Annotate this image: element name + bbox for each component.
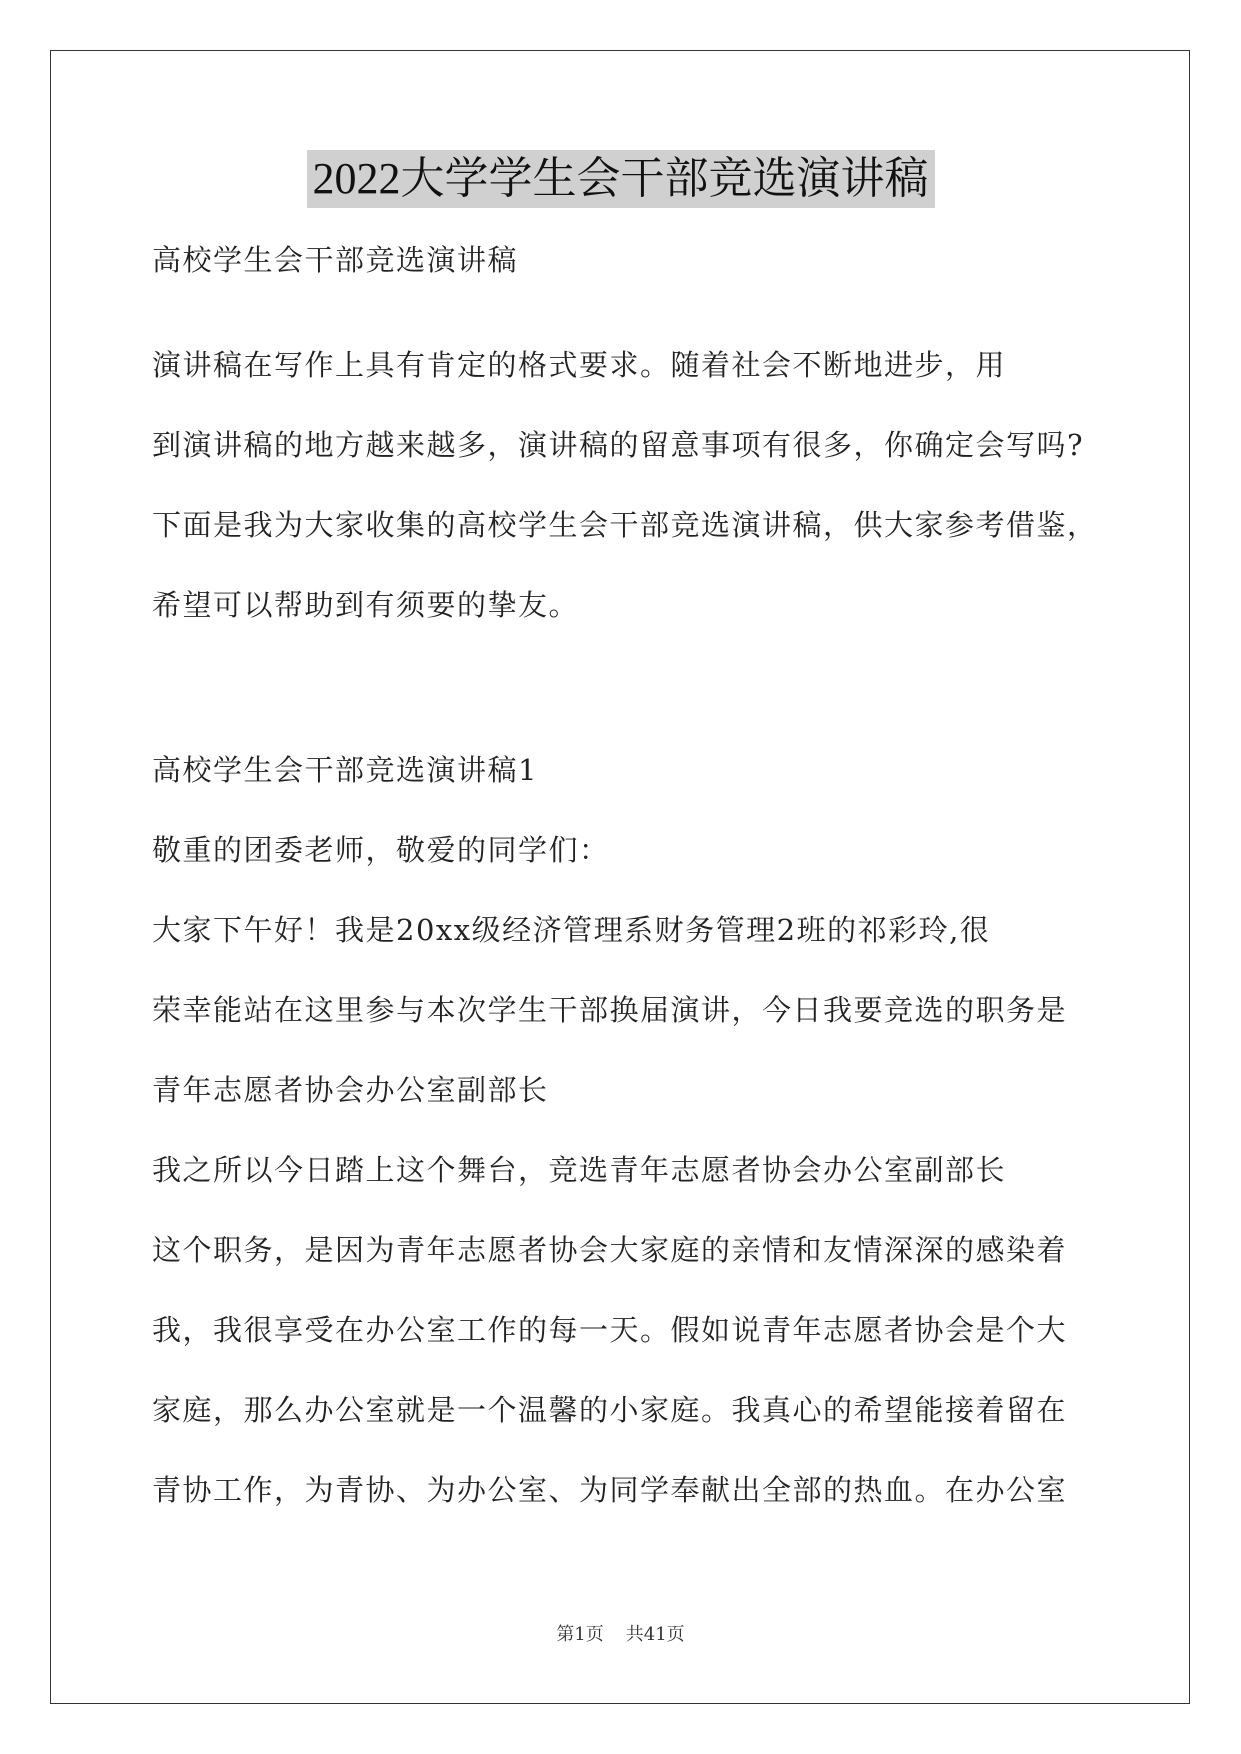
body-line: 下面是我为大家收集的高校学生会干部竞选演讲稿，供大家参考借鉴， xyxy=(152,508,1098,542)
page-total: 共41页 xyxy=(625,1624,685,1645)
body-line: 青协工作，为青协、为办公室、为同学奉献出全部的热血。在办公室 xyxy=(152,1473,1068,1507)
subtitle-line: 高校学生会干部竞选演讲稿 xyxy=(152,243,519,277)
section-heading: 高校学生会干部竞选演讲稿1 xyxy=(152,753,538,787)
body-line: 这个职务，是因为青年志愿者协会大家庭的亲情和友情深深的感染着 xyxy=(152,1233,1068,1267)
body-line: 我之所以今日踏上这个舞台，竞选青年志愿者协会办公室副部长 xyxy=(152,1153,1007,1187)
body-line: 荣幸能站在这里参与本次学生干部换届演讲，今日我要竞选的职务是 xyxy=(152,993,1068,1027)
body-line: 家庭，那么办公室就是一个温馨的小家庭。我真心的希望能接着留在 xyxy=(152,1393,1068,1427)
title-container xyxy=(0,150,1241,208)
page-number: 第1页 xyxy=(556,1624,604,1645)
page-footer xyxy=(0,1620,1241,1646)
body-line: 到演讲稿的地方越来越多，演讲稿的留意事项有很多，你确定会写吗? xyxy=(152,428,1085,462)
page-border xyxy=(50,50,1190,1704)
body-line: 大家下午好！我是20xx级经济管理系财务管理2班的祁彩玲,很 xyxy=(152,913,991,947)
salutation-line: 敬重的团委老师，敬爱的同学们： xyxy=(152,833,610,867)
body-line: 演讲稿在写作上具有肯定的格式要求。随着社会不断地进步，用 xyxy=(152,348,1007,382)
body-line: 我，我很享受在办公室工作的每一天。假如说青年志愿者协会是个大 xyxy=(152,1313,1068,1347)
document-title: 2022大学学生会干部竞选演讲稿 xyxy=(307,150,935,208)
body-line: 青年志愿者协会办公室副部长 xyxy=(152,1073,549,1107)
body-line: 希望可以帮助到有须要的挚友。 xyxy=(152,588,580,622)
